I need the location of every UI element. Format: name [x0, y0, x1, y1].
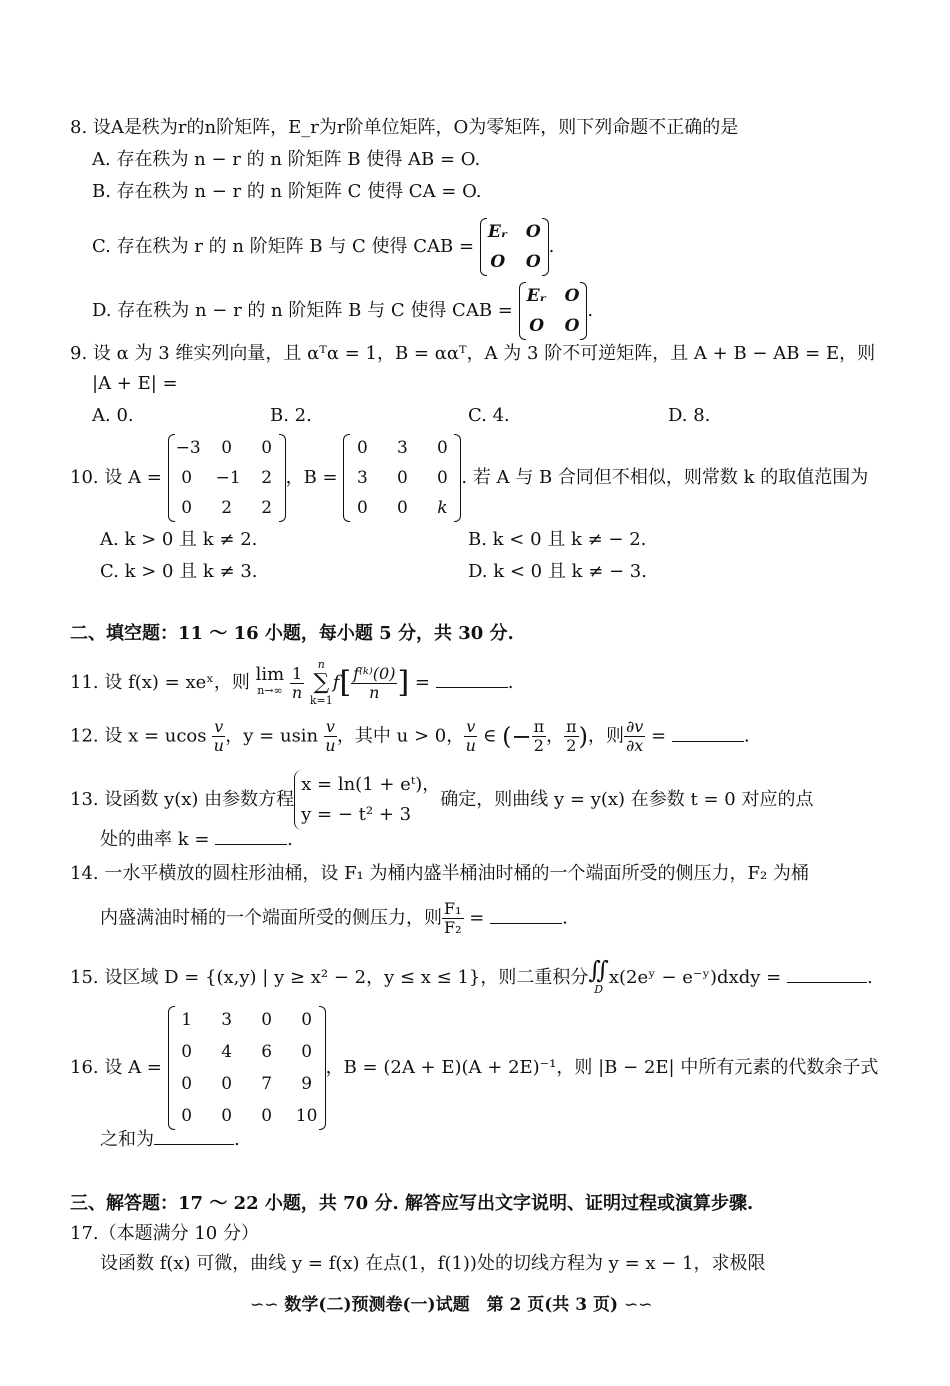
- q15-integrand: x(2eʸ − e⁻ʸ)dxdy =: [608, 967, 782, 988]
- matrix-cell: 0: [221, 1106, 233, 1126]
- matrix-cell: 0: [356, 438, 368, 458]
- frac-den: u: [213, 736, 224, 755]
- q8-stem: 8. 设A是秩为r的n阶矩阵，E_r为r阶单位矩阵，O为零矩阵，则下列命题不正确的是: [70, 117, 739, 138]
- q17-text: 设函数 f(x) 可微，曲线 y = f(x) 在点(1，f(1))处的切线方程为 y = x − 1，求极限: [100, 1253, 766, 1274]
- q13: [70, 770, 813, 830]
- frac-num: F₁: [444, 899, 462, 918]
- frac-num: f⁽ᵏ⁾(0): [353, 663, 396, 683]
- sum-top: n: [317, 658, 325, 671]
- q10-suffix: . 若 A 与 B 合同但不相似，则常数 k 的取值范围为: [461, 467, 869, 488]
- q11-f: f: [332, 672, 340, 693]
- q9-stem-2: |A + E| =: [92, 373, 178, 394]
- q15: [70, 958, 873, 998]
- frac-den: ∂x: [625, 736, 644, 755]
- q12-text-c: ，其中 u > 0，: [336, 725, 465, 747]
- footer-ornament-right-icon: ∽∽: [623, 1295, 653, 1315]
- q12-interval-left: (−: [502, 722, 532, 751]
- q10-prefix: 10. 设 A =: [70, 467, 162, 488]
- q11: [70, 658, 513, 708]
- q13-eq2: y = − t² + 3: [301, 804, 412, 825]
- q14-text-a: 14. 一水平横放的圆柱形油桶，设 F₁ 为桶内盛半桶油时桶的一个端面所受的侧压力，F₂ 为桶: [70, 863, 809, 884]
- q9-option-c: C. 4.: [468, 405, 510, 426]
- matrix-cell: 0: [301, 1042, 313, 1062]
- matrix-cell: Eᵣ: [526, 286, 547, 306]
- matrix-cell: 1: [181, 1010, 193, 1030]
- q16-line2: [100, 1128, 240, 1152]
- matrix-cell: 2: [261, 498, 273, 518]
- matrix-cell: −1: [215, 468, 241, 488]
- q11-inner-frac: [351, 665, 397, 702]
- q12-frac-v-u-3: [464, 718, 477, 755]
- q16-end: .: [234, 1129, 240, 1150]
- matrix-cell: O: [525, 222, 541, 242]
- q14-answer-blank[interactable]: [490, 907, 562, 924]
- matrix-cell: 3: [221, 1010, 233, 1030]
- matrix-cell: 0: [436, 468, 448, 488]
- q8-option-c-matrix: [480, 218, 549, 276]
- q11-sum: [310, 658, 333, 708]
- matrix-cell: 0: [301, 1010, 313, 1030]
- q11-text: 11. 设 f(x) = xeˣ，则: [70, 672, 250, 693]
- q15-answer-blank[interactable]: [787, 966, 867, 983]
- q14-eq: =: [469, 907, 485, 929]
- matrix-cell: 0: [181, 1042, 193, 1062]
- matrix-cell: 9: [301, 1074, 313, 1094]
- matrix-cell: k: [437, 498, 448, 518]
- q8-option-d-matrix: [519, 282, 588, 340]
- frac-den: F₂: [444, 918, 462, 937]
- q13-eq1: x = ln(1 + eᵗ)，: [301, 774, 441, 795]
- q8-option-c-period: .: [548, 236, 555, 257]
- q9-option-b: B. 2.: [270, 405, 312, 426]
- frac-num: v: [214, 717, 224, 736]
- frac-den: u: [325, 736, 336, 755]
- q12-text-e: ，则: [587, 725, 624, 747]
- matrix-cell: 0: [181, 468, 193, 488]
- q12-eq: =: [651, 725, 667, 747]
- q10-mid: ，B =: [285, 467, 338, 488]
- q11-one-over-n: [290, 665, 304, 702]
- matrix-cell: 0: [261, 1106, 273, 1126]
- frac-den: u: [465, 736, 476, 755]
- q11-rbracket: ]: [397, 665, 410, 700]
- q13-text-c: 处的曲率 k =: [100, 829, 210, 850]
- frac-num: v: [325, 717, 335, 736]
- integral-sub: D: [594, 983, 604, 996]
- section-3-heading: 三、解答题：17 ～ 22 小题，共 70 分. 解答应写出文字说明、证明过程或演算步骤.: [70, 1193, 754, 1214]
- q16: [70, 1006, 878, 1130]
- q10-stem: [70, 434, 868, 522]
- matrix-cell: 0: [181, 1106, 193, 1126]
- q11-lim-sub: n→∞: [257, 684, 283, 697]
- q12-comma: ，: [546, 725, 565, 747]
- q8-option-b: B. 存在秩为 n − r 的 n 阶矩阵 C 使得 CA = O.: [92, 181, 482, 202]
- matrix-cell: 10: [295, 1106, 318, 1126]
- matrix-cell: O: [529, 316, 544, 336]
- q9-stem: 9. 设 α 为 3 维实列向量，且 αᵀα = 1，B = ααᵀ，A 为 3 阶不可逆矩阵，且 A + B − AB = E，则: [70, 343, 876, 364]
- q11-limit: [255, 664, 285, 699]
- q12-frac-v-u-2: [324, 718, 337, 755]
- frac-den: 2: [566, 736, 577, 755]
- q15-double-integral: [588, 958, 608, 998]
- q10-matrix-b: [343, 434, 461, 522]
- frac-num: 1: [291, 663, 303, 683]
- matrix-cell: 0: [436, 438, 448, 458]
- sum-bottom: k=1: [309, 694, 333, 707]
- matrix-cell: 4: [221, 1042, 233, 1062]
- integral-sign: ∬: [588, 956, 609, 984]
- page-footer: [250, 1290, 652, 1315]
- matrix-cell: O: [564, 286, 580, 306]
- q8-option-c-text: C. 存在秩为 r 的 n 阶矩阵 B 与 C 使得 CAB =: [92, 236, 475, 257]
- matrix-cell: O: [490, 252, 506, 272]
- q16-answer-blank[interactable]: [154, 1128, 234, 1145]
- q12-pi-over-2: [532, 718, 547, 755]
- matrix-cell: 0: [181, 1074, 193, 1094]
- matrix-cell: 0: [181, 498, 193, 518]
- matrix-cell: O: [525, 252, 541, 272]
- q13-line2: [100, 828, 293, 852]
- q12-answer-blank[interactable]: [672, 725, 744, 742]
- q16-prefix: 16. 设 A =: [70, 1057, 162, 1078]
- q12-in: ∈: [483, 725, 497, 747]
- q12-text-a: 12. 设 x = ucos: [70, 725, 207, 747]
- matrix-cell: 6: [261, 1042, 273, 1062]
- matrix-cell: 3: [396, 438, 408, 458]
- matrix-cell: 0: [261, 438, 273, 458]
- q13-answer-blank[interactable]: [215, 828, 287, 845]
- matrix-cell: 0: [396, 498, 408, 518]
- q11-answer-blank[interactable]: [436, 671, 508, 688]
- frac-num: π: [533, 717, 545, 736]
- matrix-cell: 3: [356, 468, 368, 488]
- q16-line2-text: 之和为: [100, 1129, 154, 1150]
- q13-param-system: [294, 770, 440, 830]
- matrix-cell: 0: [396, 468, 408, 488]
- matrix-cell: 0: [356, 498, 368, 518]
- q14-frac: [442, 900, 464, 937]
- q8-option-d-period: .: [587, 300, 594, 321]
- matrix-cell: 0: [261, 1010, 273, 1030]
- q12-frac-v-u: [212, 718, 225, 755]
- sum-sign: ∑: [313, 670, 330, 695]
- matrix-cell: 0: [221, 438, 233, 458]
- q8-option-c: [92, 218, 554, 276]
- q12-end: .: [743, 725, 750, 747]
- frac-num: v: [466, 717, 476, 736]
- q13-text-a: 13. 设函数 y(x) 由参数方程: [70, 789, 295, 810]
- q11-eq: =: [414, 672, 430, 693]
- frac-den: n: [291, 682, 303, 702]
- q12-interval-right: ): [578, 722, 588, 751]
- q12-partial: [624, 718, 645, 755]
- q11-lim: lim: [255, 664, 285, 685]
- q13-text-b: 确定，则曲线 y = y(x) 在参数 t = 0 对应的点: [440, 789, 814, 810]
- frac-num: π: [566, 717, 577, 736]
- q11-lbracket: [: [339, 665, 352, 700]
- footer-ornament-left-icon: ∽∽: [250, 1295, 279, 1315]
- q8-option-d: [92, 282, 593, 340]
- q15-end: .: [866, 967, 873, 988]
- matrix-cell: O: [564, 316, 580, 336]
- matrix-cell: 2: [261, 468, 273, 488]
- frac-den: 2: [533, 736, 544, 755]
- matrix-cell: 2: [221, 498, 233, 518]
- frac-num: ∂v: [625, 717, 644, 736]
- q10-option-a: A. k > 0 且 k ≠ 2.: [100, 529, 258, 550]
- matrix-cell: −3: [175, 438, 201, 458]
- q9-option-a: A. 0.: [92, 405, 134, 426]
- q12: [70, 718, 750, 755]
- q12-pi-over-2-b: [564, 718, 579, 755]
- q9-option-d: D. 8.: [668, 405, 711, 426]
- q14-text-b: 内盛满油时桶的一个端面所受的侧压力，则: [100, 907, 442, 929]
- q16-suffix: ，B = (2A + E)(A + 2E)⁻¹，则 |B − 2E| 中所有元素的代数余子式: [325, 1057, 879, 1078]
- q15-text-a: 15. 设区域 D = {(x,y) | y ≥ x² − 2，y ≤ x ≤ 1}，则二重积分: [70, 967, 589, 988]
- q16-matrix-a: [168, 1006, 326, 1130]
- section-2-heading: 二、填空题：11 ～ 16 小题，每小题 5 分，共 30 分.: [70, 623, 514, 644]
- q14-end: .: [562, 907, 568, 929]
- q17-title: 17.（本题满分 10 分）: [70, 1223, 259, 1244]
- q10-matrix-a: [168, 434, 286, 522]
- frac-den: n: [369, 682, 380, 702]
- q8-option-a: A. 存在秩为 n − r 的 n 阶矩阵 B 使得 AB = O.: [92, 149, 481, 170]
- matrix-cell: Eᵣ: [487, 222, 508, 242]
- q8-option-d-text: D. 存在秩为 n − r 的 n 阶矩阵 B 与 C 使得 CAB =: [92, 300, 513, 321]
- q10-option-d: D. k < 0 且 k ≠ − 3.: [468, 561, 647, 582]
- q11-end: .: [507, 672, 514, 693]
- q13-end: .: [287, 829, 293, 850]
- footer-text: 数学(二)预测卷(一)试题 第 2 页(共 3 页): [284, 1295, 619, 1315]
- q14-line2: [100, 900, 568, 937]
- q10-option-b: B. k < 0 且 k ≠ − 2.: [468, 529, 647, 550]
- matrix-cell: 0: [221, 1074, 233, 1094]
- q12-text-b: ，y = usin: [225, 725, 319, 747]
- q10-option-c: C. k > 0 且 k ≠ 3.: [100, 561, 258, 582]
- matrix-cell: 7: [261, 1074, 273, 1094]
